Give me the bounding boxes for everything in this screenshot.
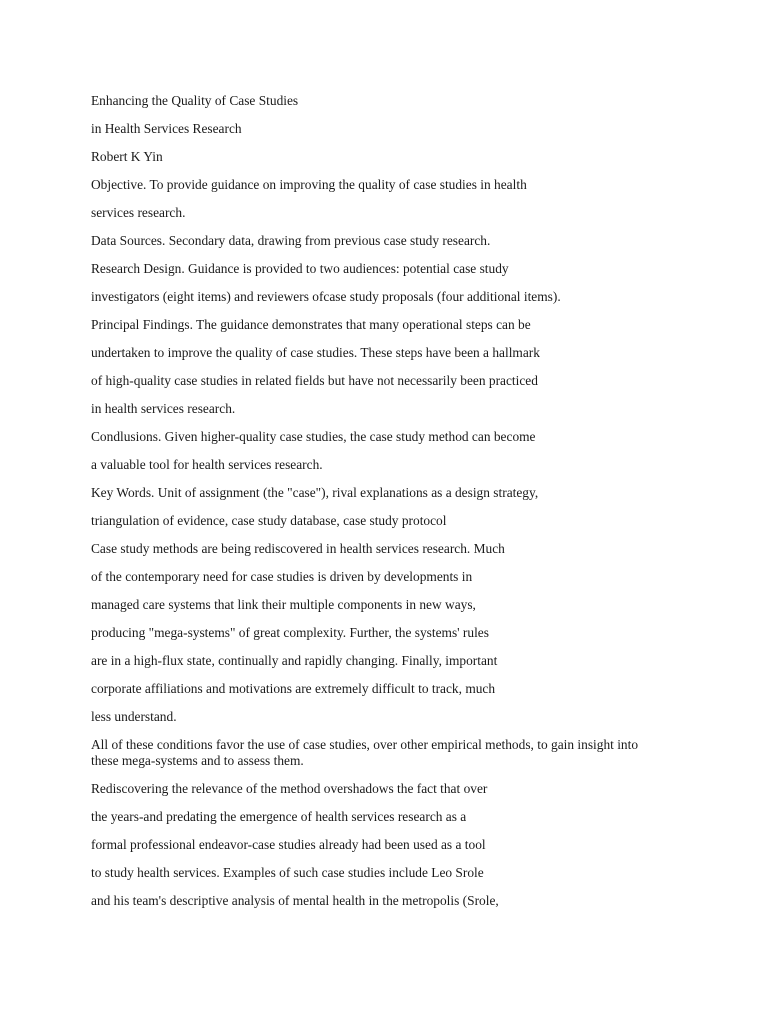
text-line: of the contemporary need for case studies is driven by developments in bbox=[91, 569, 473, 584]
text-line: services research. bbox=[91, 205, 186, 220]
text-line: producing "mega-systems" of great complexity. Further, the systems' rules bbox=[91, 625, 489, 640]
text-line: managed care systems that link their multiple components in new ways, bbox=[91, 597, 476, 612]
document-title-line-1: Enhancing the Quality of Case Studies bbox=[91, 93, 299, 108]
text-line: the years-and predating the emergence of health services research as a bbox=[91, 809, 467, 824]
text-line: Key Words. Unit of assignment (the "case"), rival explanations as a design strategy, bbox=[91, 485, 539, 500]
text-line: undertaken to improve the quality of case studies. These steps have been a hallmark bbox=[91, 345, 540, 360]
text-line: Condlusions. Given higher-quality case studies, the case study method can become bbox=[91, 429, 536, 444]
text-line: triangulation of evidence, case study database, case study protocol bbox=[91, 513, 447, 528]
text-line: Research Design. Guidance is provided to two audiences: potential case study bbox=[91, 261, 509, 276]
text-line: Rediscovering the relevance of the method overshadows the fact that over bbox=[91, 781, 488, 796]
text-line: formal professional endeavor-case studies already had been used as a tool bbox=[91, 837, 486, 852]
text-line: Principal Findings. The guidance demonstrates that many operational steps can be bbox=[91, 317, 531, 332]
text-line: to study health services. Examples of such case studies include Leo Srole bbox=[91, 865, 484, 880]
text-line: of high-quality case studies in related fields but have not necessarily been practiced bbox=[91, 373, 538, 388]
text-line: investigators (eight items) and reviewers ofcase study proposals (four additional items). bbox=[91, 289, 561, 304]
text-line: less understand. bbox=[91, 709, 177, 724]
document-text bbox=[91, 90, 691, 918]
text-line: Objective. To provide guidance on improving the quality of case studies in health bbox=[91, 177, 527, 192]
text-paragraph: All of these conditions favor the use of case studies, over other empirical methods, to gain insight into these mega-systems and to assess them. bbox=[91, 737, 639, 768]
text-line: a valuable tool for health services research. bbox=[91, 457, 323, 472]
text-line: in health services research. bbox=[91, 401, 236, 416]
text-line: corporate affiliations and motivations are extremely difficult to track, much bbox=[91, 681, 496, 696]
text-line: Case study methods are being rediscovered in health services research. Much bbox=[91, 541, 505, 556]
author-name: Robert K Yin bbox=[91, 149, 163, 164]
text-line: and his team's descriptive analysis of mental health in the metropolis (Srole, bbox=[91, 893, 499, 908]
text-line: are in a high-flux state, continually and rapidly changing. Finally, important bbox=[91, 653, 498, 668]
document-title-line-2: in Health Services Research bbox=[91, 121, 242, 136]
text-line: Data Sources. Secondary data, drawing from previous case study research. bbox=[91, 233, 491, 248]
